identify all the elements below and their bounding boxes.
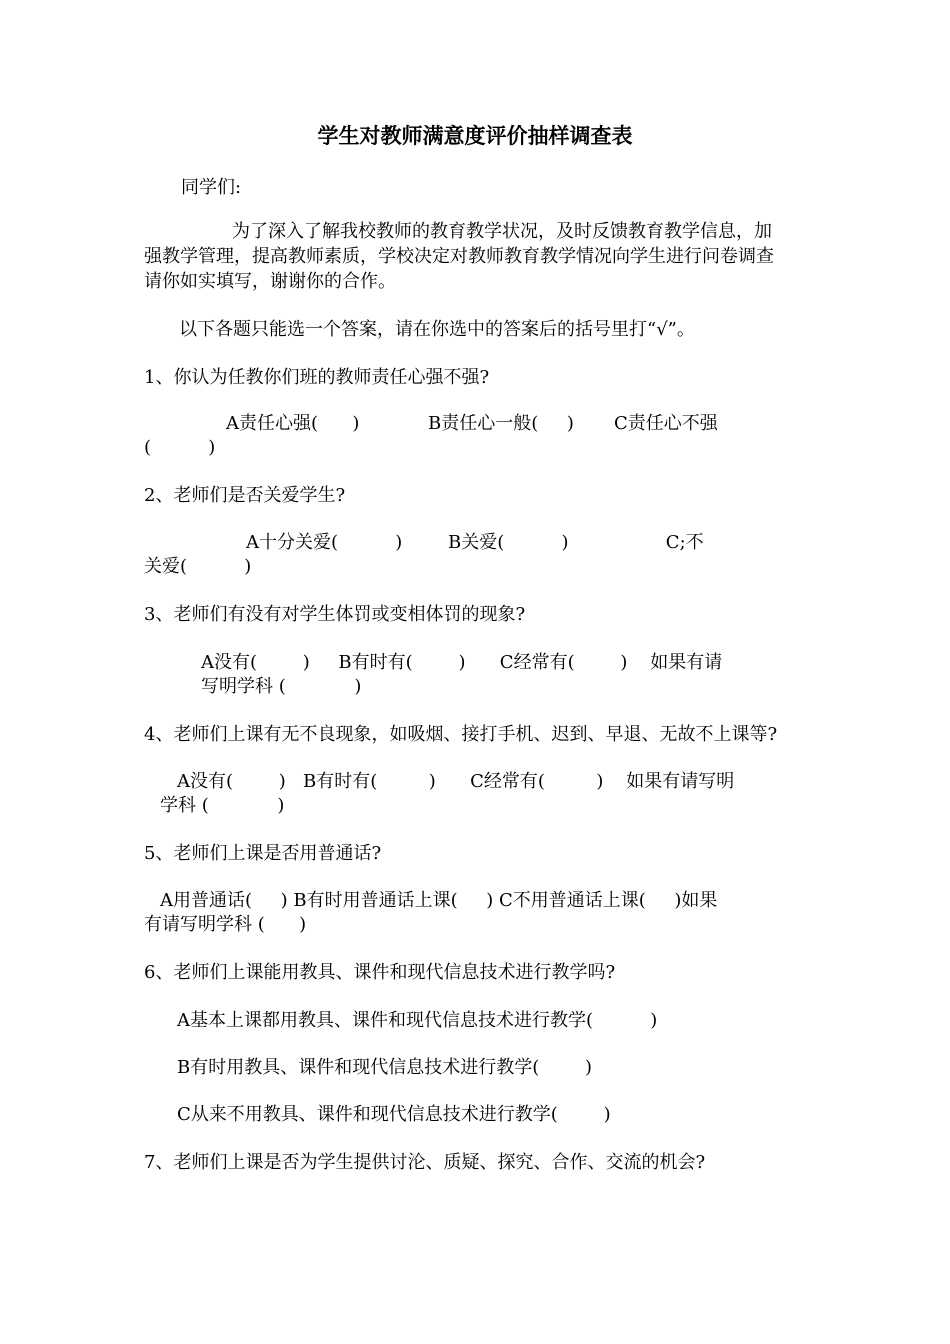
question-7: 7、老师们上课是否为学生提供讨沦、质疑、探究、合作、交流的机会?: [144, 1152, 706, 1173]
instruction: 以下各题只能选一个答案，请在你选中的答案后的括号里打“√”。: [179, 319, 695, 340]
intro-line-1: 为了深入了解我校教师的教育教学状况，及时反馈教育教学信息，加: [232, 221, 772, 242]
question-4: 4、老师们上课有无不良现象，如吸烟、接打手机、迟到、早退、无故不上课等?: [144, 724, 778, 745]
question-3-options-cont: 写明学科 ( ): [201, 676, 362, 697]
greeting: 同学们:: [181, 177, 242, 198]
question-2-options: A十分关爱( ) B关爱( ) C;不: [246, 532, 704, 553]
intro-line-2: 强教学管理，提高教师素质，学校决定对教师教育教学情况向学生进行问卷调查: [144, 246, 774, 267]
question-6: 6、老师们上课能用教具、课件和现代信息技术进行教学吗?: [144, 962, 616, 983]
question-6-option-b: B有时用教具、课件和现代信息技术进行教学( ): [177, 1057, 593, 1078]
question-2-options-cont: 关爱( ): [144, 556, 252, 577]
question-6-option-c: C从来不用教具、课件和现代信息技术进行教学( ): [177, 1104, 611, 1125]
question-1-options-cont: ( ): [144, 437, 216, 458]
question-4-options: A没有( ) B有时有( ) C经常有( ) 如果有请写明: [177, 771, 735, 792]
question-5-options: A用普通话( ) B有时用普通话上课( ) C不用普通话上课( )如果: [160, 890, 718, 911]
question-3: 3、老师们有没有对学生体罚或变相体罚的现象?: [144, 604, 526, 625]
question-3-options: A没有( ) B有时有( ) C经常有( ) 如果有请: [201, 652, 723, 673]
intro-line-3: 请你如实填写，谢谢你的合作。: [144, 271, 396, 292]
question-5: 5、老师们上课是否用普通话?: [144, 843, 382, 864]
question-1-options: A责任心强( ) B责任心一般( ) C责任心不强: [226, 413, 718, 434]
question-5-options-cont: 有请写明学科 ( ): [144, 914, 307, 935]
question-1: 1、你认为任教你们班的教师责任心强不强?: [144, 367, 490, 388]
question-6-option-a: A基本上课都用教具、课件和现代信息技术进行教学( ): [177, 1010, 658, 1031]
document-title: 学生对教师满意度评价抽样调查表: [317, 124, 633, 148]
question-2: 2、老师们是否关爱学生?: [144, 485, 346, 506]
question-4-options-cont: 学科 ( ): [160, 795, 285, 816]
